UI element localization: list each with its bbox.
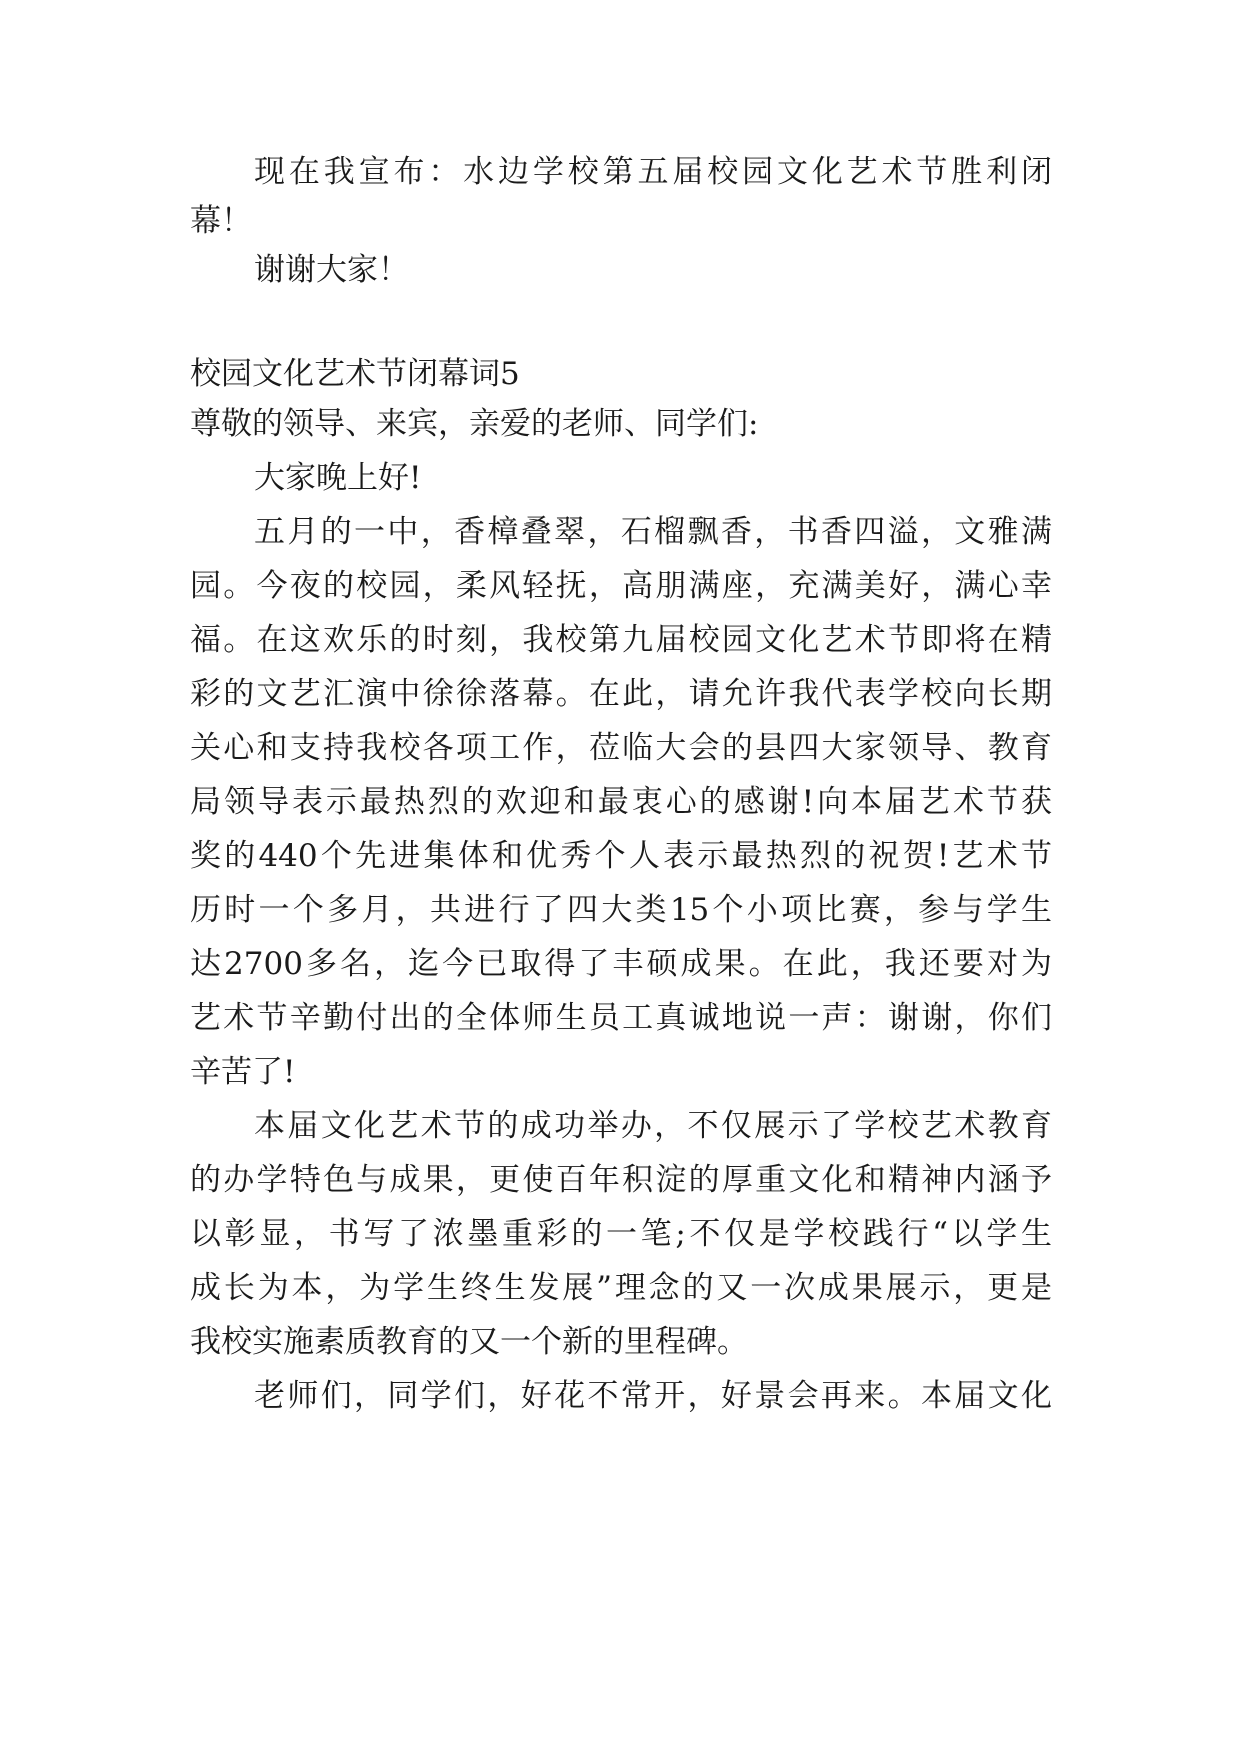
paragraph-line: 辛苦了! [190, 1054, 296, 1090]
paragraph-line: 的办学特色与成果，更使百年积淀的厚重文化和精神内涵予 [190, 1162, 1052, 1198]
paragraph-line: 成长为本，为学生终生发展”理念的又一次成果展示，更是 [190, 1270, 1052, 1306]
paragraph-line: 老师们，同学们，好花不常开，好景会再来。本届文化 [254, 1378, 1052, 1414]
paragraph-line: 彩的文艺汇演中徐徐落幕。在此，请允许我代表学校向长期 [190, 676, 1052, 712]
paragraph-line: 我校实施素质教育的又一个新的里程碑。 [190, 1324, 748, 1360]
paragraph-line: 以彰显，书写了浓墨重彩的一笔;不仅是学校践行“以学生 [190, 1216, 1052, 1252]
paragraph-line: 关心和支持我校各项工作，莅临大会的县四大家领导、教育 [190, 730, 1052, 766]
paragraph-line: 福。在这欢乐的时刻，我校第九届校园文化艺术节即将在精 [190, 622, 1052, 658]
paragraph-line: 现在我宣布：水边学校第五届校园文化艺术节胜利闭 [254, 154, 1052, 190]
paragraph-line: 谢谢大家！ [254, 252, 409, 288]
section-title: 校园文化艺术节闭幕词5 [190, 356, 520, 392]
paragraph-line: 历时一个多月，共进行了四大类15个小项比赛，参与学生 [190, 892, 1052, 928]
paragraph-line: 奖的440个先进集体和优秀个人表示最热烈的祝贺!艺术节 [190, 838, 1052, 874]
paragraph-line: 艺术节辛勤付出的全体师生员工真诚地说一声：谢谢，你们 [190, 1000, 1052, 1036]
paragraph-line: 局领导表示最热烈的欢迎和最衷心的感谢!向本届艺术节获 [190, 784, 1052, 820]
paragraph-line: 园。今夜的校园，柔风轻抚，高朋满座，充满美好，满心幸 [190, 568, 1052, 604]
greeting: 大家晚上好! [254, 460, 422, 496]
paragraph-line: 达2700多名，迄今已取得了丰硕成果。在此，我还要对为 [190, 946, 1052, 982]
paragraph-line: 本届文化艺术节的成功举办，不仅展示了学校艺术教育 [254, 1108, 1052, 1144]
salutation: 尊敬的领导、来宾，亲爱的老师、同学们: [190, 406, 759, 442]
paragraph-line: 幕！ [190, 203, 252, 239]
paragraph-line: 五月的一中，香樟叠翠，石榴飘香，书香四溢，文雅满 [254, 514, 1052, 550]
